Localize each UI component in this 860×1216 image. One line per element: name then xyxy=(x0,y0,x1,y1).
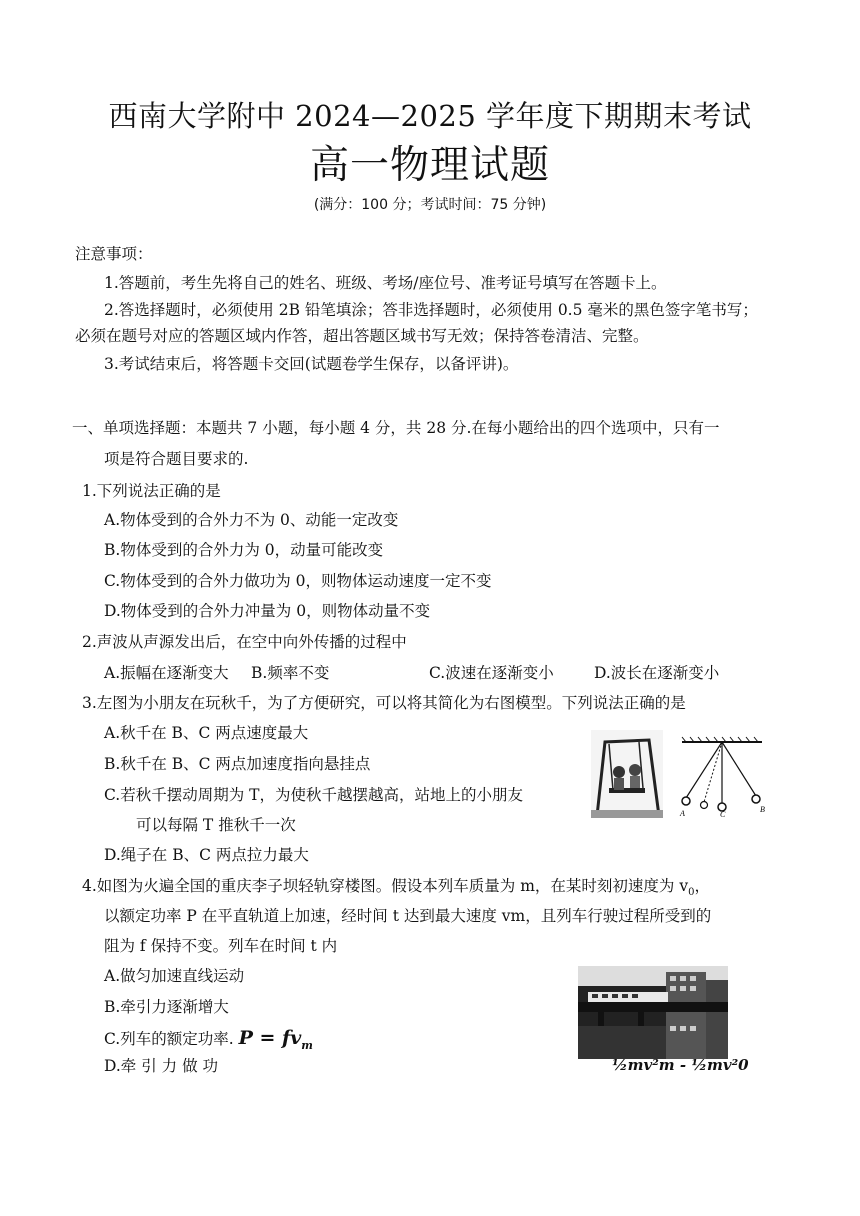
question-4-stem-text: 4.如图为火遍全国的重庆李子坝轻轨穿楼图。假设本列车质量为 m，在某时刻初速度为 v xyxy=(82,877,689,895)
subject-title: 高一物理试题 xyxy=(309,143,550,188)
pendulum-model-figure xyxy=(672,736,772,818)
swing-photo-image xyxy=(591,730,663,818)
work-formula: ½mv²m - ½mv²0 xyxy=(612,1056,749,1074)
question-4-option-c-label: C.列车的额定功率. xyxy=(104,1030,234,1048)
question-4-option-d: D.牵 引 力 做 功 xyxy=(104,1057,219,1075)
note-item-1: 1.答题前，考生先将自己的姓名、班级、考场/座位号、准考证号填写在答题卡上。 xyxy=(104,274,667,292)
notes-heading: 注意事项： xyxy=(75,245,153,263)
note-item-2-cont: 必须在题号对应的答题区域内作答，超出答题区域书写无效；保持答卷清洁、完整。 xyxy=(75,327,649,345)
question-3-option-a: A.秋千在 B、C 两点速度最大 xyxy=(104,724,309,742)
figure-label-a: A xyxy=(680,809,685,818)
question-3-option-d: D.绳子在 B、C 两点拉力最大 xyxy=(104,846,309,864)
v0-subscript: 0 xyxy=(688,887,695,899)
question-2-option-a: A.振幅在逐渐变大 xyxy=(104,664,229,682)
rated-power-formula-sub: m xyxy=(301,1038,313,1052)
question-4-option-b: B.牵引力逐渐增大 xyxy=(104,998,229,1016)
rated-power-formula-text: P = fv xyxy=(238,1027,302,1049)
note-item-3: 3.考试结束后，将答题卡交回(试题卷学生保存，以备评讲)。 xyxy=(104,355,519,373)
figure-label-c: C xyxy=(720,810,726,818)
question-2-option-b: B.频率不变 xyxy=(251,664,330,682)
question-3-option-c-cont: 可以每隔 T 推秋千一次 xyxy=(136,816,296,834)
question-2-stem: 2.声波从声源发出后，在空中向外传播的过程中 xyxy=(82,633,407,651)
question-4-option-a: A.做匀加速直线运动 xyxy=(104,967,245,985)
question-4-option-c xyxy=(104,1028,313,1056)
question-1-option-d: D.物体受到的合外力冲量为 0，则物体动量不变 xyxy=(104,602,431,620)
question-1-stem: 1.下列说法正确的是 xyxy=(82,482,221,500)
question-1-option-c: C.物体受到的合外力做功为 0，则物体运动速度一定不变 xyxy=(104,572,492,590)
exam-info: (满分：100 分；考试时间：75 分钟) xyxy=(313,197,547,213)
question-4-stem-line3: 阻为 f 保持不变。列车在时间 t 内 xyxy=(104,937,338,955)
section-heading: 一、单项选择题：本题共 7 小题，每小题 4 分，共 28 分.在每小题给出的四个选项中，只有一 xyxy=(72,419,720,437)
figure-label-b: B xyxy=(760,805,765,814)
question-4-stem-line1 xyxy=(82,876,710,903)
note-item-2: 2.答选择题时，必须使用 2B 铅笔填涂；答非选择题时，必须使用 0.5 毫米的黑色签字笔书写； xyxy=(104,301,758,319)
question-3-option-c: C.若秋千摆动周期为 T，为使秋千越摆越高，站地上的小朋友 xyxy=(104,786,524,804)
question-4-stem-line2: 以额定功率 P 在平直轨道上加速，经时间 t 达到最大速度 vm，且列车行驶过程所受到的 xyxy=(104,907,712,925)
question-2-option-d: D.波长在逐渐变小 xyxy=(594,664,720,682)
v0-tail: ， xyxy=(694,877,710,895)
question-2-option-c: C.波速在逐渐变小 xyxy=(429,664,554,682)
question-3-stem: 3.左图为小朋友在玩秋千，为了方便研究，可以将其简化为右图模型。下列说法正确的是 xyxy=(82,694,686,712)
light-rail-photo-image xyxy=(578,966,728,1059)
rated-power-formula xyxy=(238,1027,313,1052)
question-1-option-a: A.物体受到的合外力不为 0、动能一定改变 xyxy=(104,511,399,529)
section-heading-cont: 项是符合题目要求的. xyxy=(104,450,249,468)
school-exam-title: 西南大学附中 2024—2025 学年度下期期末考试 xyxy=(108,99,752,133)
question-1-option-b: B.物体受到的合外力为 0，动量可能改变 xyxy=(104,541,384,559)
question-3-option-b: B.秋千在 B、C 两点加速度指向悬挂点 xyxy=(104,755,371,773)
